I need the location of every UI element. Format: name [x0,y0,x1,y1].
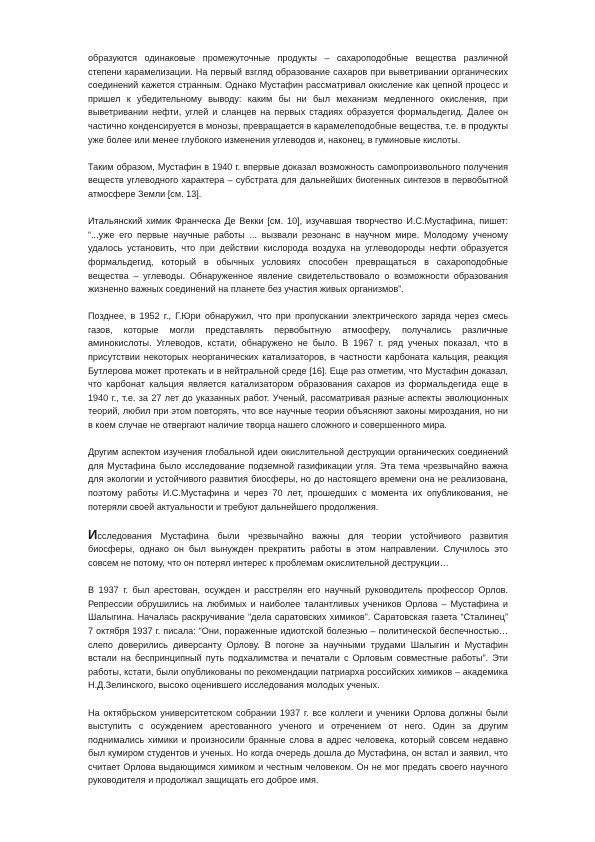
paragraph-coal-gasification: Другим аспектом изучения глобальной идеи окислительной деструкции органических соединений для Мустафина было исследование подземной газификации угля. Эта тема чрезвычайно важна для экологии и устойчивого развития биосферы, но до настоящего времени она не реализована, поэтому работы И.С.Мустафина и через 70 лет, прошедших с момента их опубликования, не потеряли своей актуальности и требуют дальнейшего продолжения. [88,447,508,512]
paragraph-de-vecchi-quote: Итальянский химик Франческа Де Векки [см. 10], изучавшая творчество И.С.Мустафина, пишет: “...уже его первые научные работы ... вызвали резонанс в научном мире. Молодому ученому удалось установить, что при действии кислорода воздуха на углеводороды нефти образуется формальдегид, который в обычных условиях способен превращаться в сахароподобные вещества – углеводы. Обнаруженное явление свидетельствовало о возможности образования жизненно важных соединений на планете без участия живых организмов”. [88,216,508,295]
paragraph-urey-experiment: Позднее, в 1952 г., Г.Юри обнаружил, что при пропускании электрического заряда через смесь газов, которые могли представлять первобытную атмосферу, получались различные аминокислоты. Углеводов, кстати, обнаружено не было. В 1967 г. ряд ученых показал, что в присутствии некоторых неорганических катализаторов, в частности карбоната кальция, реакция Бутлерова может протекать и в нейтральной среде [16]. Еще раз отметим, что Мустафин доказал, что карбонат кальция является катализатором образования сахаров из формальдегида еще в 1940 г., т.е. за 27 лет до указанных работ. Ученый, рассматривая разные аспекты эволюционных теорий, любил при этом повторять, что все научные теории объясняют законы мироздания, но ни в коем случае не отвергают наличие творца нашего сложного и совершенного мира. [88,311,508,431]
paragraph-conclusion-1940: Таким образом, Мустафин в 1940 г. впервые доказал возможность самопроизвольного получения веществ углеводного характера – субстрата для дальнейших биогенных синтезов в первобытной атмосфере Земли [см. 13]. [88,161,508,199]
drop-cap-initial: И [88,526,98,542]
paragraph-arrest-1937: В 1937 г. был арестован, осужден и расстрелян его научный руководитель профессор Орлов. Репрессии обрушились на любимых и наиболее талантливых учеников Орлова – Мустафина и Шалыгина. Началась раскручивание “дела саратовских химиков”. Саратовская газета “Сталинец” 7 октября 1937 г. писала: “Они, пораженные идиотской болезнью – политической беспечностью… слепо доверились диверсанту Орлову. В погоне за научными трудами Шалыгин и Мустафин встали на беспринципный путь подхалимства и печатали с Орловым совместные работы”. Эти работы, кстати, были опубликованы по рекомендации патриарха российских химиков – академика Н.Д.Зелинского, высоко оценившего исследования молодых ученых. [88,585,508,691]
paragraph-research-halted-text: сследования Мустафина были чрезвычайно важны для теории устойчивого развития биосферы, однако он был вынужден прекратить работы в этом направлении. Случилось это совсем не потому, что он потерял интерес к проблемам окислительной деструкции… [88,530,508,568]
paragraph-carbohydrates: образуются одинаковые промежуточные продукты – сахароподобные вещества различной степени карамелизации. На первый взгляд образование сахаров при выветривании органических соединений кажется странным. Однако Мустафин рассматривал окисление как цепной процесс и пришел к убедительному выводу: каким бы ни был механизм медленного окисления, при выветривании нефти, углей и сланцев на первых стадиях образуется формальдегид. Далее он частично конденсируется в монозы, превращается в карамелеподобные вещества, т.е. в продукты уже более или менее глубокого изменения углеводов и, наконец, в гуминовые кислоты. [88,53,508,145]
paragraph-university-meeting: На октябрьском университетском собрании 1937 г. все коллеги и ученики Орлова должны были выступить с осуждением арестованного ученого и отречением от него. Один за другим поднимались химики и произносили бранные слова в адрес человека, который совсем недавно был кумиром студентов и ученых. Но когда очередь дошла до Мустафина, он встал и заявил, что считает Орлова выдающимся химиком и честным человеком. Он не мог предать своего научного руководителя и продолжал защищать его доброе имя. [88,707,508,786]
paragraph-research-halted [88,528,508,571]
document-page [88,52,508,802]
